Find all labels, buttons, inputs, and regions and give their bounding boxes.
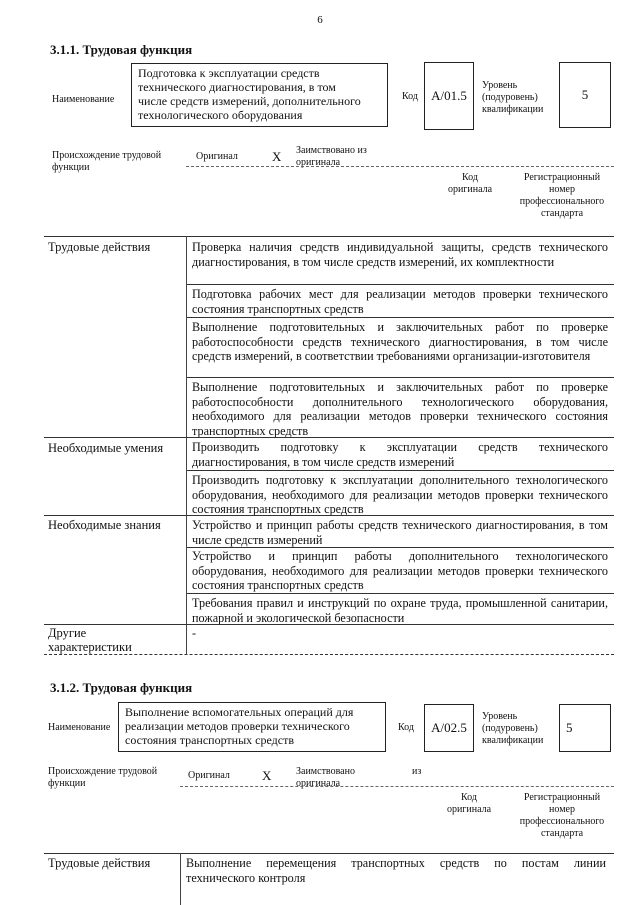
original-label: Оригинал <box>196 151 238 162</box>
level-label-line: (подуровень) <box>482 92 538 103</box>
level-label-line: квалификации <box>482 735 544 746</box>
table-top-border <box>44 236 614 237</box>
qualification-level-label <box>482 711 543 747</box>
origin-label-line: Происхождение трудовой <box>52 150 162 161</box>
function-name-line: числе средств измерений, дополнительного <box>138 94 361 108</box>
cell-divider <box>187 470 614 471</box>
cell-divider <box>187 593 614 594</box>
level-label-line: Уровень <box>482 711 518 722</box>
caption-line: Регистрационный <box>523 172 601 183</box>
registration-number-caption <box>508 792 616 840</box>
origin-label-line: функции <box>52 162 90 173</box>
origin-dashed-line <box>186 166 614 167</box>
table-cell: Подготовка рабочих мест для реализации методов проверки технического состояния транспортных средств <box>192 287 608 316</box>
name-label: Наименование <box>48 722 111 733</box>
table-cell: - <box>192 626 197 640</box>
origin-label-line: функции <box>48 778 86 789</box>
caption-line: оригинала <box>446 804 492 815</box>
section-title-3-1-2: 3.1.2. Трудовая функция <box>50 680 193 695</box>
caption-line: оригинала <box>447 184 493 195</box>
caption-line: номер <box>549 184 575 195</box>
function-name-line: технологического оборудования <box>138 108 303 122</box>
cell-divider <box>187 317 614 318</box>
original-x-mark: X <box>262 768 272 783</box>
caption-line: Код <box>461 792 477 803</box>
table-cell: Устройство и принцип работы средств технического диагностирования, в том числе средств измерений <box>192 518 608 547</box>
function-name-line: Выполнение вспомогательных операций для <box>125 705 354 719</box>
code-value-box: A/01.5 <box>424 62 474 130</box>
table-cell: Производить подготовку к эксплуатации средств технического диагностирования, в том числе средств измерений <box>192 440 608 469</box>
caption-line: профессионального <box>519 196 605 207</box>
level-label-line: Уровень <box>482 80 518 91</box>
row-divider <box>44 624 614 625</box>
table-cell: Выполнение подготовительных и заключительных работ по проверке работоспособности дополнительного технологического оборудования, необходимого для реализации методов проверки технического состояния транспортных средств <box>192 380 608 438</box>
borrowed-from-word: из <box>412 766 422 777</box>
original-code-caption <box>440 792 498 816</box>
table-cell: Требования правил и инструкций по охране труда, промышленной санитарии, пожарной и экологической безопасности <box>192 596 608 625</box>
table-cell: Производить подготовку к эксплуатации дополнительного технологического оборудования, необходимого для реализации методов проверки технического состояния транспортных средств <box>192 473 608 516</box>
function-name-box <box>131 63 388 127</box>
row-label-line: характеристики <box>48 640 132 654</box>
function-name-line: технического диагностирования, в том <box>138 80 336 94</box>
caption-line: стандарта <box>540 208 584 219</box>
function-name-line: реализации методов проверки технического <box>125 719 350 733</box>
row-label-required-skills: Необходимые умения <box>48 441 164 455</box>
table-cell: Устройство и принцип работы дополнительного технологического оборудования, необходимого для реализации методов проверки технического состояния транспортных средств <box>192 549 608 592</box>
original-x-mark: X <box>272 149 282 164</box>
code-label: Код <box>402 91 418 102</box>
table-column-divider <box>180 853 181 905</box>
row-divider <box>44 437 614 438</box>
row-divider <box>44 515 614 516</box>
table-cell: Выполнение перемещения транспортных средств по постам линии технического контроля <box>186 856 606 885</box>
caption-line: стандарта <box>540 828 584 839</box>
original-label: Оригинал <box>188 770 230 781</box>
borrowed-label-line: Заимствовано из <box>296 145 367 156</box>
function-name-line: состояния транспортных средств <box>125 733 294 747</box>
name-label: Наименование <box>52 94 115 105</box>
origin-label-line: Происхождение трудовой <box>48 766 158 777</box>
origin-label <box>52 150 161 174</box>
table-column-divider <box>186 236 187 654</box>
page-number: 6 <box>317 14 323 26</box>
caption-line: профессионального <box>519 816 605 827</box>
table-cell: Выполнение подготовительных и заключительных работ по проверке работоспособности средств технического диагностирования, в том числе средств измерений, в соответствии требованиями организации-изготовителя <box>192 320 608 363</box>
borrowed-label-line: Заимствовано <box>296 766 355 777</box>
caption-line: Регистрационный <box>523 792 601 803</box>
borrowed-label-line: оригинала <box>296 778 341 789</box>
row-label-labor-actions: Трудовые действия <box>48 856 151 870</box>
level-label-line: (подуровень) <box>482 723 538 734</box>
section-title-3-1-1: 3.1.1. Трудовая функция <box>50 42 193 57</box>
borrowed-label-line: оригинала <box>296 157 341 168</box>
table-bottom-border <box>44 654 614 655</box>
function-name-line: Подготовка к эксплуатации средств <box>138 66 320 80</box>
row-label-required-knowledge: Необходимые знания <box>48 518 161 532</box>
cell-divider <box>187 284 614 285</box>
code-label: Код <box>398 722 414 733</box>
function-name-box <box>118 702 386 752</box>
registration-number-caption <box>508 172 616 220</box>
row-label-other-characteristics <box>48 626 132 654</box>
table-cell: Проверка наличия средств индивидуальной защиты, средств технического диагностирования, в том числе средств измерений, их комплектности <box>192 240 608 269</box>
qualification-level-label <box>482 80 543 116</box>
table-top-border <box>44 853 614 854</box>
origin-label <box>48 766 157 790</box>
caption-line: номер <box>549 804 575 815</box>
level-value-box: 5 <box>559 704 611 752</box>
caption-line: Код <box>462 172 478 183</box>
code-value-box: A/02.5 <box>424 704 474 752</box>
origin-dashed-line <box>180 786 614 787</box>
cell-divider <box>187 377 614 378</box>
original-code-caption <box>442 172 498 196</box>
level-value-box: 5 <box>559 62 611 128</box>
row-label-line: Другие <box>48 626 87 640</box>
level-label-line: квалификации <box>482 104 544 115</box>
cell-divider <box>187 547 614 548</box>
row-label-labor-actions: Трудовые действия <box>48 240 151 254</box>
